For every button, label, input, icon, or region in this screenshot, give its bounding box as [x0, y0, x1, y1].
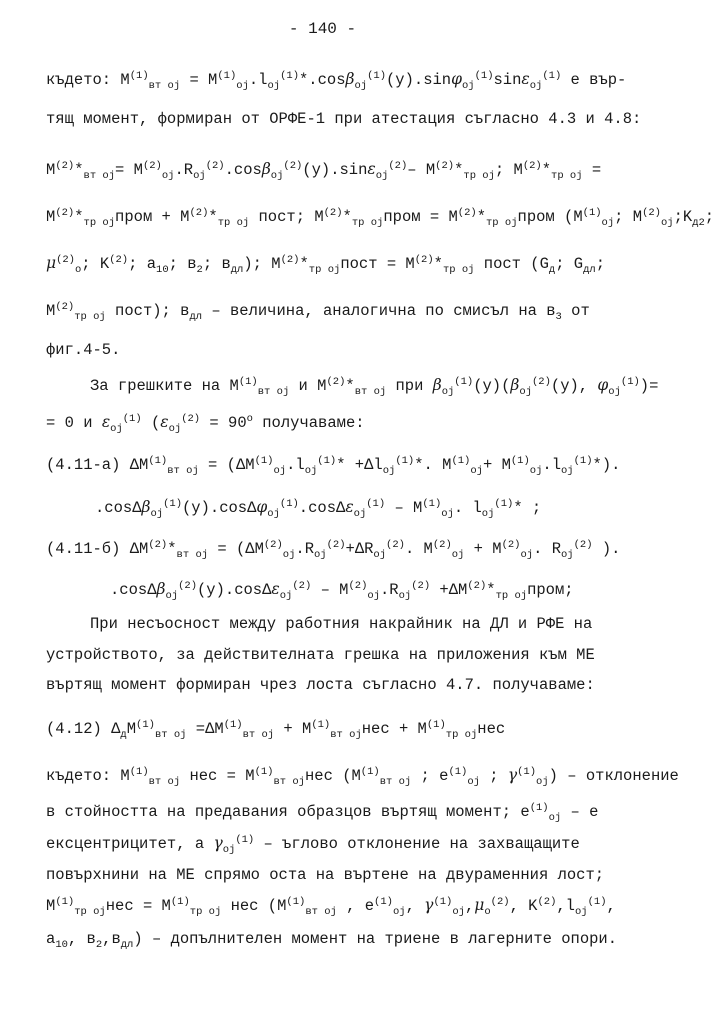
text-line: $M^{(1)}_{тр oj}нес = M^{(1)}_{тр oj}$ нес ($M^{(1)}_{вт oj}$ , $e^{(1)}_{oj}$, $\gamma^{(1)}_{oj},\mu_o^{(2)}$, $K^{(2)},l_{oj}^{(1)}$,: [46, 895, 616, 919]
equation-4-11b: (4.11-б) $\Delta M^{(2)}*_{вт oj} = (\Delta M^{(2)}_{oj}.R_{oj}^{(2)}+\Delta R_{oj}^{(2)}$. $M^{(2)}_{oj} + M^{(2)}_{oj}$. $R_{oj}^{(2)}$ ).: [46, 538, 621, 562]
text-line: устройството, за действителната грешка на приложения към МЕ: [46, 646, 595, 664]
text-line: в стойността на предавания образцов въртящ момент; $e^{(1)}_{oj}$ – е: [46, 801, 599, 825]
equation-4-11a-cont: $.\cos\Delta\beta_{oj}^{(1)}(y).\cos\Delta\varphi_{oj}^{(1)}.\cos\Delta\varepsilon_{oj}^{(1)} - M^{(1)}_{oj}$. $l_{oj}^{(1)}*$ ;: [95, 497, 542, 521]
text-line: При несъосност между работния накрайник на ДЛ и РФЕ на: [90, 615, 593, 633]
equation-4-11b-cont: $.\cos\Delta\beta_{oj}^{(2)}(y).\cos\Delta\varepsilon_{oj}^{(2)} - M^{(2)}_{oj}.R_{oj}^{(2)}$ $+\Delta M^{(2)}*_{тр oj}пром$;: [110, 579, 574, 603]
formula-line: $\mu^{(2)}_o$; $K^{(2)}$; $a_{10}$; $в_2$; $в_{дл}$); $M^{(2)}*_{тр oj}пост = M^{(2)}*_{тр oj}$ пост ($G_д$; $G_{дл}$;: [46, 253, 606, 277]
page-number: - 140 -: [288, 20, 357, 38]
text-line: тящ момент, формиран от ОРФЕ-1 при атестация съгласно 4.3 и 4.8:: [46, 110, 642, 128]
text-line: $M^{(2)}_{тр oj}$ пост); $в_{дл}$ – величина, аналогична по смисъл на $в_3$ от: [46, 300, 590, 324]
text-line: = 0 и $\varepsilon_{oj}^{(1)}$ ($\varepsilon_{oj}^{(2)} = 90^o$ получаваме:: [46, 412, 365, 436]
text-line: където: $M^{(1)}_{вт oj}$ нес = $M^{(1)}_{вт oj}нес$ ($M^{(1)}_{вт oj}$ ; $e^{(1)}_{oj}$ ; $\gamma^{(1)}_{oj}$) – отклонение: [46, 765, 679, 789]
text-line: въртящ момент формиран чрез лоста съгласно 4.7. получаваме:: [46, 676, 595, 694]
text-line: фиг.4-5.: [46, 341, 121, 359]
text-line: ексцентрицитет, а $\gamma_{oj}^{(1)}$ – ъглово отклонение на захващащите: [46, 833, 580, 857]
formula-line: $M^{(2)}*_{вт oj}= M^{(2)}_{oj}.R_{oj}^{(2)}.\cos\beta_{oj}^{(2)}(y).\sin\varepsilon_{oj}^{(2)}-$ $M^{(2)}*_{тр oj}$; $M^{(2)}*_{тр oj}$ =: [46, 159, 602, 183]
text-line: повърхнини на МЕ спрямо оста на въртене на двураменния лост;: [46, 866, 605, 884]
text-line: За грешките на $M^{(1)}_{вт oj}$ и $M^{(2)}*_{вт oj}$ при $\beta_{oj}^{(1)}(y)(\beta_{oj}^{(2)}(y)$, $\varphi_{oj}^{(1)})=$: [90, 375, 659, 399]
equation-4-12: (4.12) $\Delta_дM^{(1)}_{вт oj} =\Delta M^{(1)}_{вт oj} + M^{(1)}_{вт oj}нес + M^{(1)}_{тр oj}нес$: [46, 718, 506, 742]
text-line: $a_{10}$, $в_2,в_{дл}$) – допълнителен момент на триене в лагерните опори.: [46, 930, 618, 952]
formula-line: $M^{(2)}*_{тр oj}пром + M^{(2)}*_{тр oj}$ пост; $M^{(2)}*_{тр oj}пром$ = $M^{(2)}*_{тр oj}пром$ ($M^{(1)}_{oj}$; $M^{(2)}_{oj};K_{д2}$;: [46, 206, 714, 230]
equation-4-11a: (4.11-а) $\Delta M^{(1)}_{вт oj} = (\Delta M^{(1)}_{oj}.l_{oj}^{(1)}* +\Delta l_{oj}^{(1)}*$. $M^{(1)}_{oj}+ M^{(1)}_{oj}.l_{oj}^{(1)}*$).: [46, 454, 621, 478]
text-line: където: $M^{(1)}_{вт oj} = M^{(1)}_{oj}.l_{oj}^{(1)}*.\cos\beta_{oj}^{(1)}(y).\sin\varphi_{oj}^{(1)}\sin\varepsilon_{oj}^{(1)}$ е вър-: [46, 69, 627, 93]
